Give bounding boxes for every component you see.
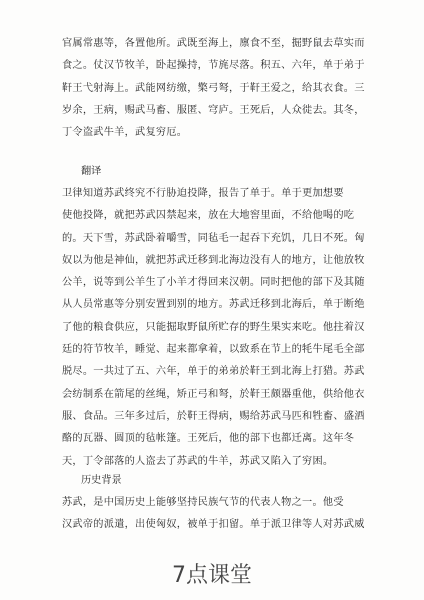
translation-paragraph (62, 183, 367, 473)
text-line: 服、食品。三年多过后，於靬王得病，赐给苏武马匹和牲畜、盛酒 (62, 410, 365, 422)
text-line: 天，丁令部落的人盗去了苏武的牛羊，苏武又陷入了穷困。 (62, 455, 334, 467)
text-line: 奴以为他是神仙，就把苏武迁移到北海边没有人的地方，让他放牧 (62, 254, 365, 266)
text-line: 食之。仗汉节牧羊，卧起操持，节旄尽落。积五、六年，单于弟于 (62, 60, 365, 72)
site-watermark: 7点课堂 (172, 563, 252, 588)
history-background-heading: 历史背景 (81, 475, 122, 486)
text-line: 公羊，说等到公羊生了小羊才得回来汉朝。同时把他的部下及其随 (62, 277, 365, 289)
text-line: 了他的粮食供应，只能掘取野鼠所贮存的野生果实来吃。他拄着汉 (62, 321, 365, 333)
text-line: 脱尽。一共过了五、六年，单于的弟弟於靬王到北海上打猎。苏武 (62, 366, 365, 378)
text-line: 酪的瓦器、圆顶的毡帐篷。王死后，他的部下也都迁离。这年冬 (62, 433, 355, 445)
text-line: 使他投降，就把苏武囚禁起来，放在大地窖里面，不给他喝的吃 (62, 210, 355, 222)
history-background-paragraph (62, 492, 367, 537)
text-line: 会纺制系在箭尾的丝绳，矫正弓和弩，於靬王颇器重他，供给他衣 (62, 388, 365, 400)
text-line: 岁余，王病，赐武马畜、服匿、穹庐。王死后，人众徙去。其冬， (62, 104, 365, 116)
text-line: 卫律知道苏武终究不行胁迫投降，报告了单于。单于更加想要 (62, 188, 344, 199)
text-line: 从人员常惠等分别安置到别的地方。苏武迁移到北海后，单于断绝 (62, 299, 365, 311)
text-line: 汉武帝的派遣，出使匈奴，被单于扣留。单于派卫律等人对苏武威 (62, 519, 365, 531)
text-line: 廷的符节牧羊，睡觉、起来都拿着，以致系在节上的牦牛尾毛全部 (62, 344, 365, 356)
text-line: 的。天下雪，苏武卧着嚼雪，同毡毛一起吞下充饥，几日不死。匈 (62, 232, 365, 244)
text-line: 官属常惠等，各置他所。武既至海上，廪食不至，掘野鼠去草实而 (62, 38, 365, 49)
translation-heading: 翻译 (81, 166, 102, 177)
text-line: 靬王弋射海上。武能网纺缴，檠弓弩，于靬王爱之，给其衣食。三 (62, 82, 365, 94)
original-text-paragraph (62, 33, 367, 144)
text-line: 丁令盗武牛羊，武复穷厄。 (62, 127, 188, 139)
text-line: 苏武，是中国历史上能够坚持民族气节的代表人物之一。他受 (62, 497, 344, 508)
